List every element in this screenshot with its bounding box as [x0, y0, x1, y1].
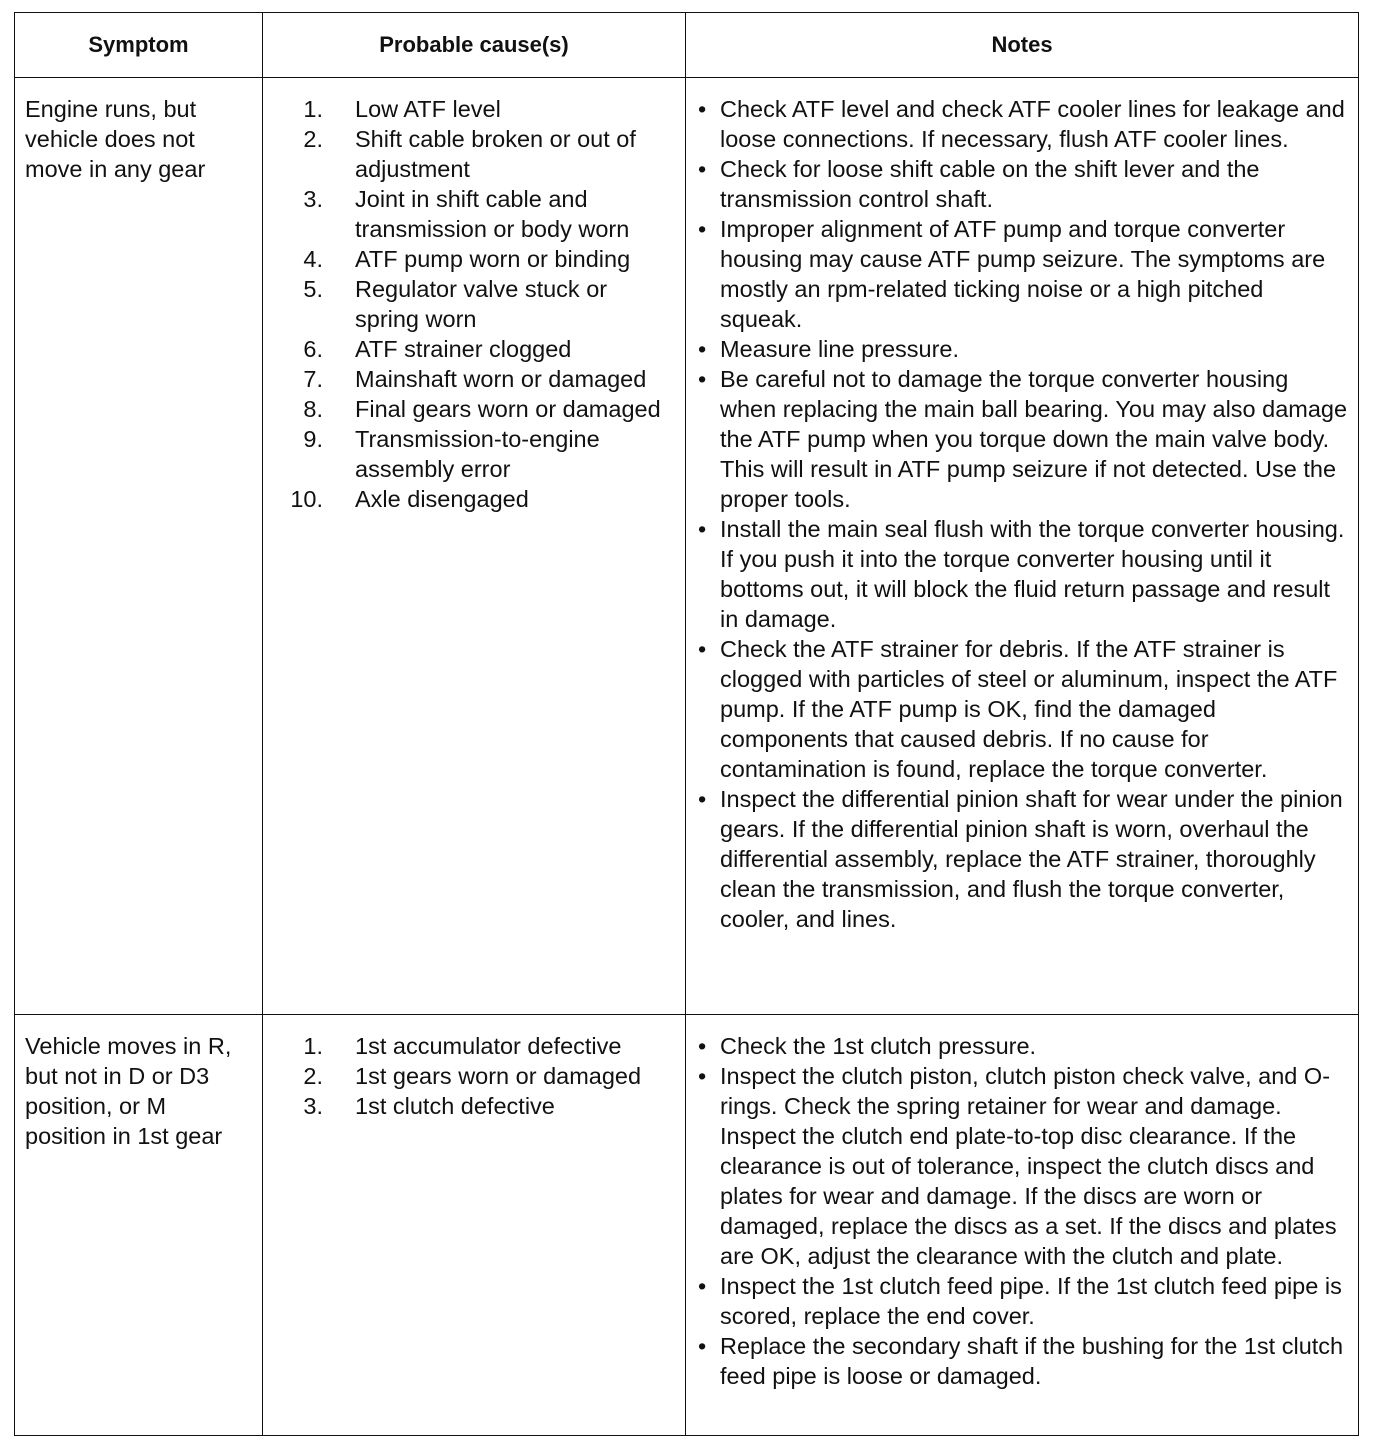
header-probable-causes: Probable cause(s): [263, 13, 686, 78]
cause-text: Final gears worn or damaged: [355, 396, 661, 422]
cause-text: 1st accumulator defective: [355, 1033, 622, 1059]
notes-cell: [686, 1015, 1359, 1436]
cause-number: 10.: [290, 486, 323, 512]
cause-text: Regulator valve stuck or spring worn: [355, 276, 608, 332]
symptom-cell: Engine runs, but vehicle does not move in any gear: [15, 78, 263, 1015]
cause-item: [277, 1091, 677, 1121]
cause-item: [277, 94, 677, 124]
header-symptom: Symptom: [15, 13, 263, 78]
cause-text: 1st clutch defective: [355, 1093, 555, 1119]
cause-item: [277, 184, 677, 244]
cause-text: 1st gears worn or damaged: [355, 1063, 642, 1089]
cause-item: [277, 124, 677, 184]
note-item: • Check the 1st clutch pressure.: [698, 1031, 1350, 1061]
cause-number: 2.: [303, 1063, 323, 1089]
note-item: • Measure line pressure.: [698, 334, 1350, 364]
cause-list: [277, 1031, 677, 1121]
cause-number: 4.: [303, 246, 323, 272]
note-item: • Install the main seal flush with the torque converter housing. If you push it into the torque converter housing until it bottoms out, it will block the fluid return passage and result in damage.: [698, 514, 1350, 634]
cause-text: Shift cable broken or out of adjustment: [355, 126, 636, 182]
cause-number: 7.: [303, 366, 323, 392]
note-item: • Replace the secondary shaft if the bushing for the 1st clutch feed pipe is loose or damaged.: [698, 1331, 1350, 1391]
note-item: • Check ATF level and check ATF cooler lines for leakage and loose connections. If necessary, flush ATF cooler lines.: [698, 94, 1350, 154]
cause-item: [277, 484, 677, 514]
table-row: [15, 78, 1359, 1015]
note-item: • Be careful not to damage the torque converter housing when replacing the main ball bearing. You may also damage the ATF pump when you torque down the main valve body. This will result in ATF pump seizure if not detected. Use the proper tools.: [698, 364, 1350, 514]
note-item: • Inspect the clutch piston, clutch piston check valve, and O-rings. Check the spring retainer for wear and damage. Inspect the clutch end plate-to-top disc clearance. If the clearance is out of tolerance, inspect the clutch discs and plates for wear and damage. If the discs are worn or damaged, replace the discs as a set. If the discs and plates are OK, adjust the clearance with the clutch and plate.: [698, 1061, 1350, 1271]
cause-item: [277, 244, 677, 274]
cause-number: 5.: [303, 276, 323, 302]
cause-text: Transmission-to-engine assembly error: [355, 426, 600, 482]
causes-cell: [263, 78, 686, 1015]
cause-item: [277, 364, 677, 394]
cause-list: [277, 94, 677, 514]
table-row: [15, 1015, 1359, 1436]
cause-number: 6.: [303, 336, 323, 362]
note-item: • Check for loose shift cable on the shift lever and the transmission control shaft.: [698, 154, 1350, 214]
cause-item: [277, 1031, 677, 1061]
cause-item: [277, 424, 677, 484]
cause-number: 2.: [303, 126, 323, 152]
note-item: • Inspect the 1st clutch feed pipe. If the 1st clutch feed pipe is scored, replace the end cover.: [698, 1271, 1350, 1331]
note-item: • Inspect the differential pinion shaft for wear under the pinion gears. If the differential pinion shaft is worn, overhaul the differential assembly, replace the ATF strainer, thoroughly clean the transmission, and flush the torque converter, cooler, and lines.: [698, 784, 1350, 934]
causes-cell: [263, 1015, 686, 1436]
header-row: [15, 13, 1359, 78]
cause-text: ATF strainer clogged: [355, 336, 572, 362]
symptom-cell: Vehicle moves in R, but not in D or D3 position, or M position in 1st gear: [15, 1015, 263, 1436]
cause-text: Joint in shift cable and transmission or body worn: [355, 186, 630, 242]
header-notes: Notes: [686, 13, 1359, 78]
cause-number: 9.: [303, 426, 323, 452]
cause-item: [277, 394, 677, 424]
cause-item: [277, 1061, 677, 1091]
note-item: • Check the ATF strainer for debris. If the ATF strainer is clogged with particles of steel or aluminum, inspect the ATF pump. If the ATF pump is OK, find the damaged components that caused debris. If no cause for contamination is found, replace the torque converter.: [698, 634, 1350, 784]
cause-number: 1.: [303, 96, 323, 122]
cause-number: 3.: [303, 1093, 323, 1119]
notes-cell: [686, 78, 1359, 1015]
cause-item: [277, 274, 677, 334]
cause-number: 8.: [303, 396, 323, 422]
note-list: [698, 94, 1350, 934]
cause-text: Low ATF level: [355, 96, 501, 122]
cause-text: ATF pump worn or binding: [355, 246, 631, 272]
note-item: • Improper alignment of ATF pump and torque converter housing may cause ATF pump seizure. The symptoms are mostly an rpm-related ticking noise or a high pitched squeak.: [698, 214, 1350, 334]
cause-text: Mainshaft worn or damaged: [355, 366, 647, 392]
note-list: [698, 1031, 1350, 1391]
cause-item: [277, 334, 677, 364]
cause-number: 3.: [303, 186, 323, 212]
troubleshooting-table: [14, 12, 1359, 1436]
cause-text: Axle disengaged: [355, 486, 529, 512]
cause-number: 1.: [303, 1033, 323, 1059]
